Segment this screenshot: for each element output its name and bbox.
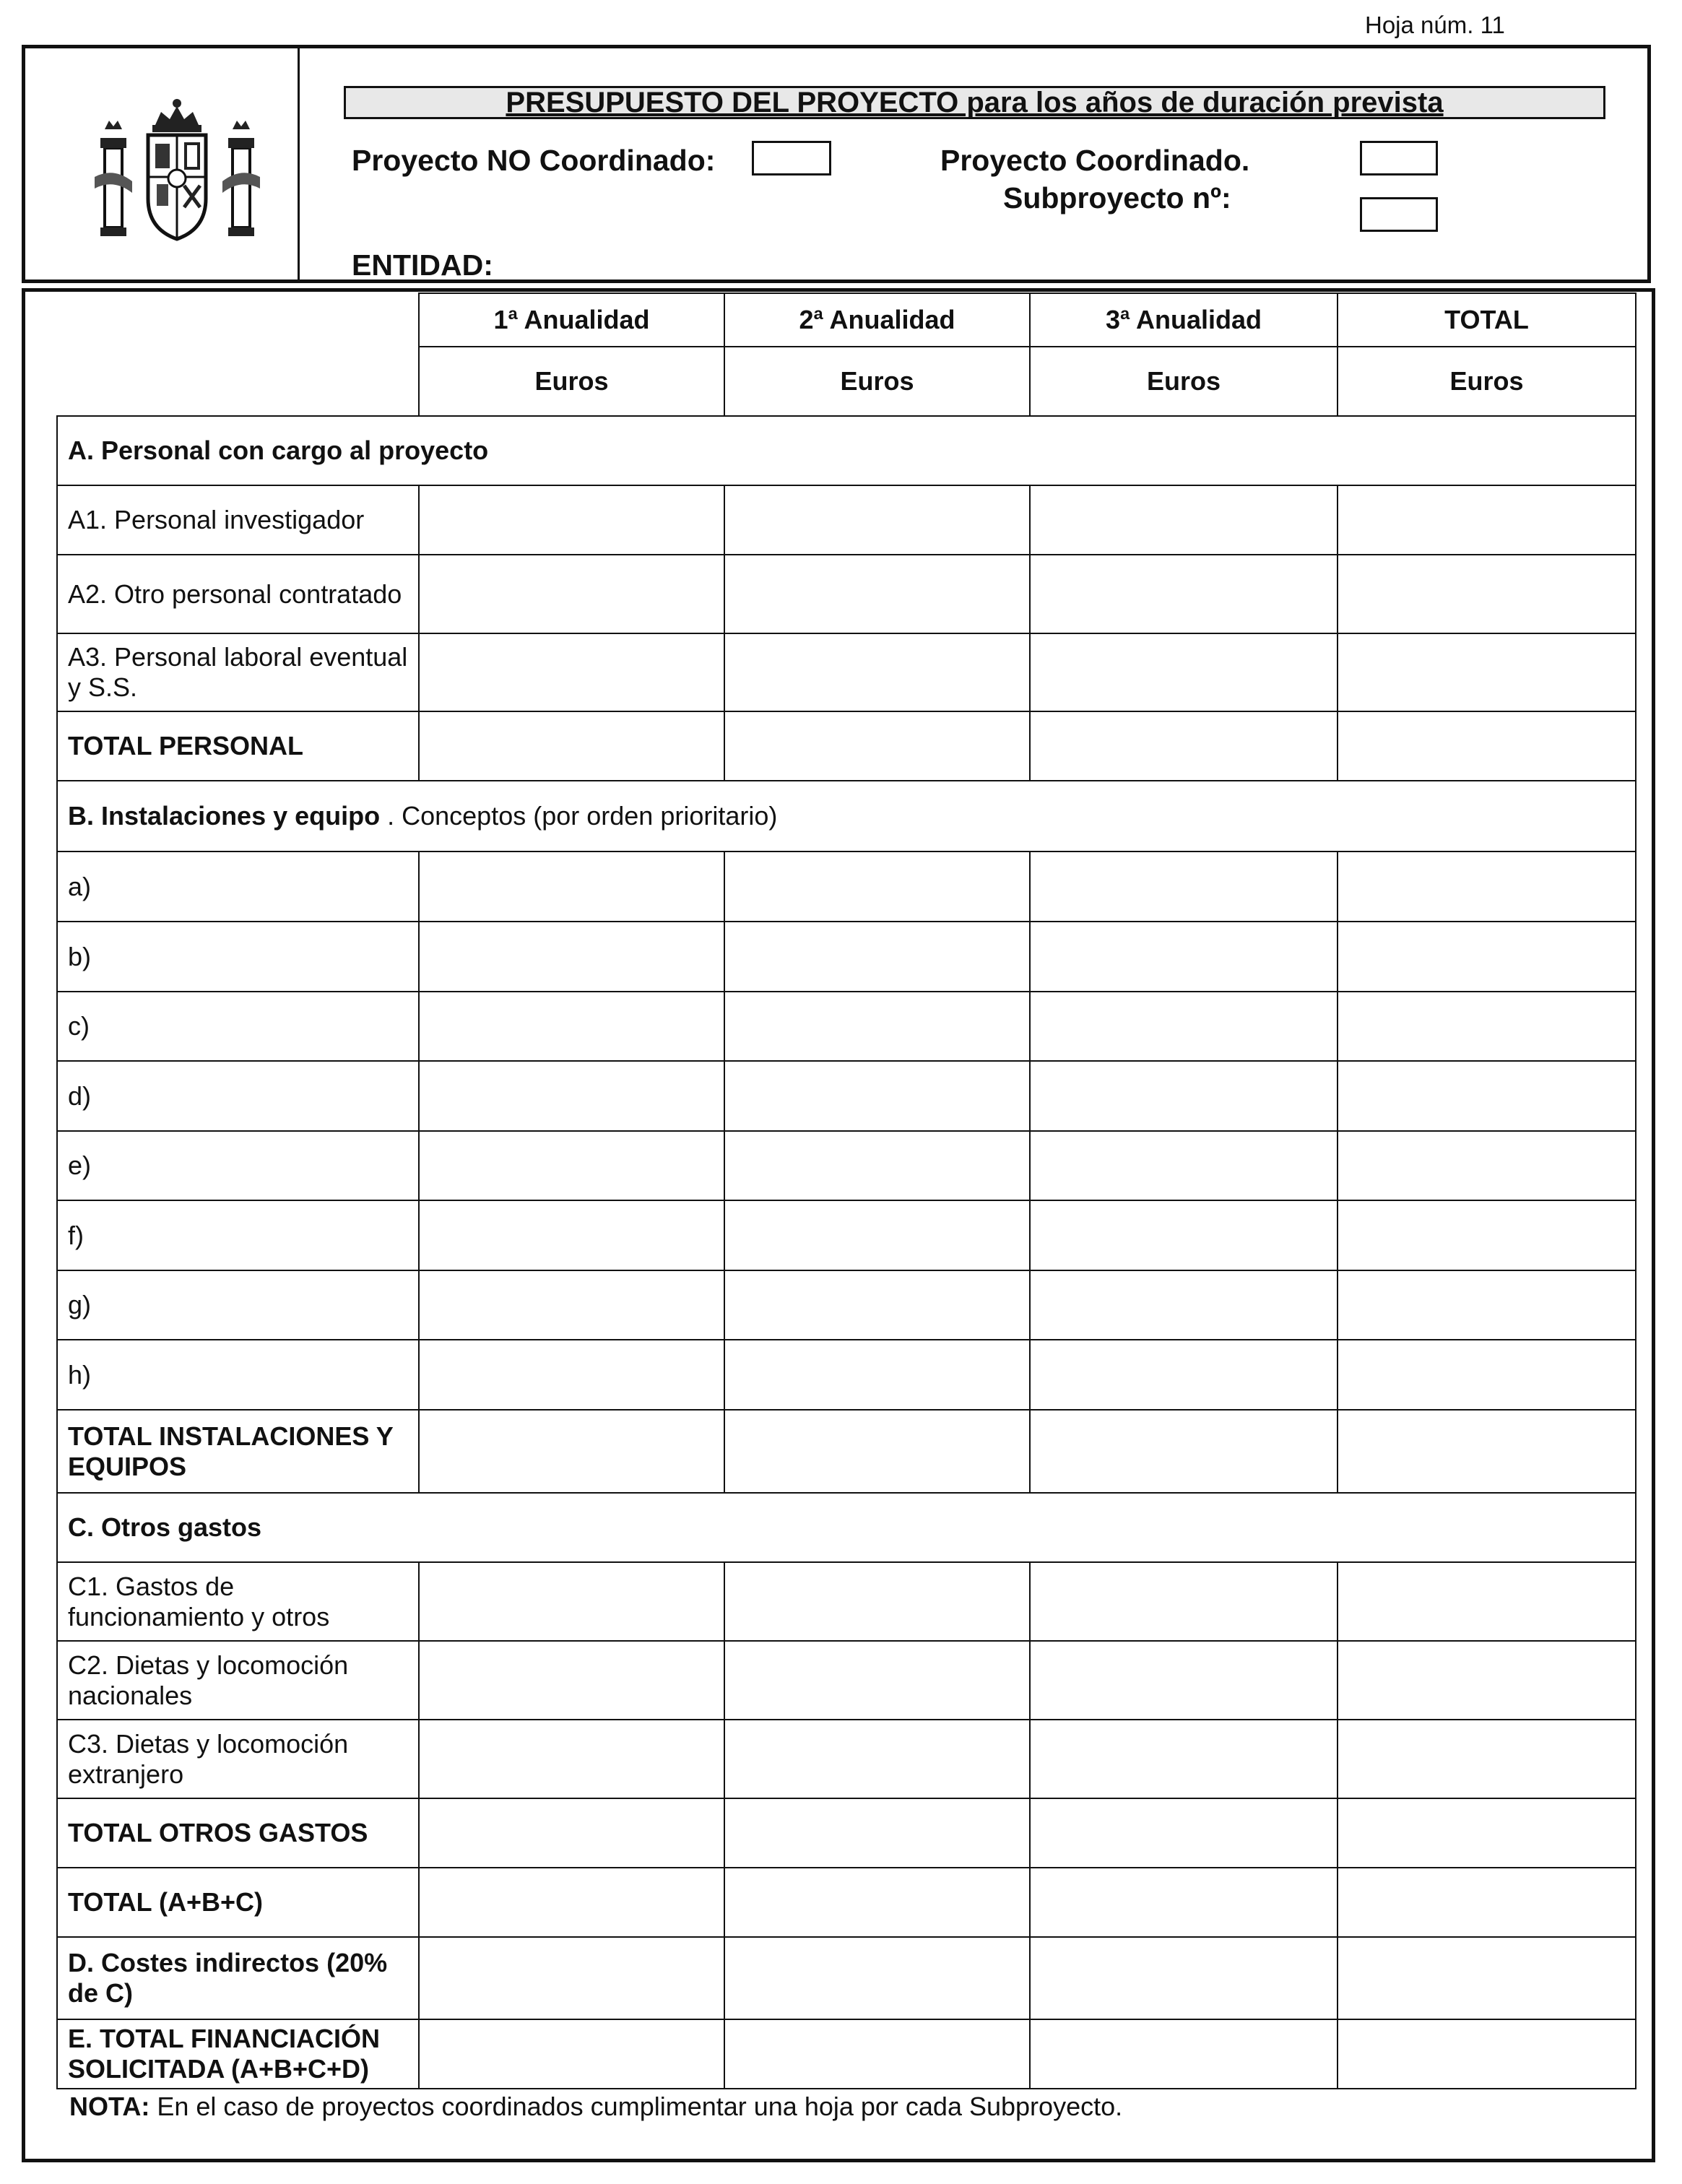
- budget-table: [56, 292, 1637, 2089]
- column-header: 2ª Anualidad: [724, 293, 1030, 347]
- amount-cell[interactable]: [1338, 485, 1636, 555]
- section-row-a: [57, 416, 1636, 485]
- amount-cell[interactable]: [419, 1270, 724, 1340]
- blank-corner: [57, 293, 419, 416]
- amount-cell[interactable]: [419, 1061, 724, 1131]
- unit-header: Euros: [724, 347, 1030, 416]
- table-row: [57, 922, 1636, 992]
- row-label: E. TOTAL FINANCIACIÓN SOLICITADA (A+B+C+D): [57, 2019, 419, 2089]
- column-header: 3ª Anualidad: [1030, 293, 1338, 347]
- entidad-label: ENTIDAD:: [352, 248, 493, 282]
- amount-cell[interactable]: [419, 1131, 724, 1200]
- amount-cell[interactable]: [419, 1410, 724, 1493]
- amount-cell[interactable]: [419, 992, 724, 1061]
- total-row: [57, 1868, 1636, 1937]
- amount-cell[interactable]: [419, 922, 724, 992]
- amount-cell[interactable]: [419, 1937, 724, 2019]
- amount-cell[interactable]: [1030, 992, 1338, 1061]
- table-row: [57, 1270, 1636, 1340]
- amount-cell[interactable]: [1338, 1641, 1636, 1720]
- section-row-b: [57, 781, 1636, 852]
- amount-cell[interactable]: [724, 1131, 1030, 1200]
- table-row: [57, 992, 1636, 1061]
- row-label: a): [57, 852, 419, 922]
- amount-cell[interactable]: [724, 1798, 1030, 1868]
- row-label: d): [57, 1061, 419, 1131]
- section-b-subtitle: . Conceptos (por orden prioritario): [380, 801, 778, 831]
- note-label: NOTA:: [69, 2092, 150, 2121]
- amount-cell[interactable]: [724, 1937, 1030, 2019]
- amount-cell[interactable]: [1030, 2019, 1338, 2089]
- footnote: [69, 2092, 1122, 2122]
- unit-header: Euros: [1030, 347, 1338, 416]
- row-label: c): [57, 992, 419, 1061]
- amount-cell[interactable]: [724, 485, 1030, 555]
- amount-cell[interactable]: [724, 1270, 1030, 1340]
- amount-cell[interactable]: [419, 1868, 724, 1937]
- no-coordinado-checkbox[interactable]: [752, 141, 831, 176]
- table-row: [57, 1061, 1636, 1131]
- amount-cell[interactable]: [724, 1410, 1030, 1493]
- amount-cell[interactable]: [1030, 1270, 1338, 1340]
- amount-cell[interactable]: [1338, 1937, 1636, 2019]
- amount-cell[interactable]: [419, 2019, 724, 2089]
- column-header: 1ª Anualidad: [419, 293, 724, 347]
- amount-cell[interactable]: [1030, 852, 1338, 922]
- amount-cell[interactable]: [419, 555, 724, 633]
- amount-cell[interactable]: [1030, 1200, 1338, 1270]
- amount-cell[interactable]: [419, 711, 724, 781]
- amount-cell[interactable]: [724, 1340, 1030, 1410]
- subproyecto-label: Subproyecto nº:: [1003, 181, 1231, 214]
- amount-cell[interactable]: [1030, 922, 1338, 992]
- amount-cell[interactable]: [1338, 1270, 1636, 1340]
- amount-cell[interactable]: [724, 555, 1030, 633]
- table-row: [57, 1131, 1636, 1200]
- amount-cell[interactable]: [419, 1562, 724, 1641]
- total-row: [57, 1798, 1636, 1868]
- amount-cell[interactable]: [1338, 555, 1636, 633]
- form-header: [22, 45, 1651, 283]
- row-label: C2. Dietas y locomoción nacionales: [57, 1641, 419, 1720]
- page-title: PRESUPUESTO DEL PROYECTO para los años de duración prevista: [344, 86, 1605, 119]
- row-label: C3. Dietas y locomoción extranjero: [57, 1720, 419, 1798]
- table-row: [57, 1641, 1636, 1720]
- amount-cell[interactable]: [1338, 1720, 1636, 1798]
- table-row: [57, 555, 1636, 633]
- amount-cell[interactable]: [1030, 1131, 1338, 1200]
- coordinado-label: Proyecto Coordinado.: [940, 144, 1250, 177]
- table-row: [57, 1937, 1636, 2019]
- total-row: [57, 711, 1636, 781]
- table-row: [57, 1720, 1636, 1798]
- row-label: e): [57, 1131, 419, 1200]
- coat-of-arms-icon: [89, 98, 266, 246]
- amount-cell[interactable]: [419, 1641, 724, 1720]
- amount-cell[interactable]: [419, 852, 724, 922]
- section-b-title: B. Instalaciones y equipo: [68, 801, 381, 831]
- section-row-c: [57, 1493, 1636, 1562]
- table-row: [57, 633, 1636, 711]
- amount-cell[interactable]: [1030, 1868, 1338, 1937]
- total-row: [57, 1410, 1636, 1493]
- amount-cell[interactable]: [1338, 1868, 1636, 1937]
- amount-cell[interactable]: [724, 1200, 1030, 1270]
- row-label: b): [57, 922, 419, 992]
- amount-cell[interactable]: [724, 1868, 1030, 1937]
- amount-cell[interactable]: [1338, 1410, 1636, 1493]
- column-header: TOTAL: [1338, 293, 1636, 347]
- amount-cell[interactable]: [724, 992, 1030, 1061]
- row-label: A2. Otro personal contratado: [57, 555, 419, 633]
- row-label: TOTAL (A+B+C): [57, 1868, 419, 1937]
- row-label: TOTAL INSTALACIONES Y EQUIPOS: [57, 1410, 419, 1493]
- amount-cell[interactable]: [1338, 1340, 1636, 1410]
- amount-cell[interactable]: [724, 633, 1030, 711]
- row-label: TOTAL OTROS GASTOS: [57, 1798, 419, 1868]
- amount-cell[interactable]: [1030, 555, 1338, 633]
- amount-cell[interactable]: [1030, 1798, 1338, 1868]
- amount-cell[interactable]: [1338, 1798, 1636, 1868]
- amount-cell[interactable]: [419, 1798, 724, 1868]
- note-text: En el caso de proyectos coordinados cumplimentar una hoja por cada Subproyecto.: [149, 2092, 1123, 2121]
- amount-cell[interactable]: [1030, 485, 1338, 555]
- column-header-row: [57, 293, 1636, 347]
- amount-cell[interactable]: [1030, 1410, 1338, 1493]
- sheet-number: Hoja núm. 11: [1365, 12, 1505, 38]
- amount-cell[interactable]: [419, 633, 724, 711]
- amount-cell[interactable]: [419, 1720, 724, 1798]
- amount-cell[interactable]: [1338, 992, 1636, 1061]
- amount-cell[interactable]: [1030, 1720, 1338, 1798]
- amount-cell[interactable]: [1338, 633, 1636, 711]
- amount-cell[interactable]: [724, 1061, 1030, 1131]
- section-a-heading: A. Personal con cargo al proyecto: [57, 416, 1636, 485]
- table-row: [57, 1200, 1636, 1270]
- table-row: [57, 485, 1636, 555]
- amount-cell[interactable]: [724, 1641, 1030, 1720]
- row-label: g): [57, 1270, 419, 1340]
- section-b-heading: [57, 781, 1636, 852]
- amount-cell[interactable]: [724, 1562, 1030, 1641]
- subproyecto-field[interactable]: [1360, 197, 1438, 232]
- unit-header: Euros: [419, 347, 724, 416]
- unit-header: Euros: [1338, 347, 1636, 416]
- amount-cell[interactable]: [419, 1200, 724, 1270]
- amount-cell[interactable]: [724, 922, 1030, 992]
- amount-cell[interactable]: [1030, 1641, 1338, 1720]
- amount-cell[interactable]: [724, 1720, 1030, 1798]
- coordinado-checkbox[interactable]: [1360, 141, 1438, 176]
- row-label: TOTAL PERSONAL: [57, 711, 419, 781]
- amount-cell[interactable]: [1338, 1131, 1636, 1200]
- amount-cell[interactable]: [1030, 1562, 1338, 1641]
- row-label: A3. Personal laboral eventual y S.S.: [57, 633, 419, 711]
- amount-cell[interactable]: [1030, 1061, 1338, 1131]
- amount-cell[interactable]: [419, 485, 724, 555]
- section-c-heading: C. Otros gastos: [57, 1493, 1636, 1562]
- row-label: h): [57, 1340, 419, 1410]
- amount-cell[interactable]: [1030, 633, 1338, 711]
- amount-cell[interactable]: [1338, 1562, 1636, 1641]
- amount-cell[interactable]: [724, 2019, 1030, 2089]
- no-coordinado-label: Proyecto NO Coordinado:: [352, 144, 716, 177]
- amount-cell[interactable]: [1030, 711, 1338, 781]
- amount-cell[interactable]: [724, 711, 1030, 781]
- row-label: C1. Gastos de funcionamiento y otros: [57, 1562, 419, 1641]
- amount-cell[interactable]: [1338, 852, 1636, 922]
- row-label: f): [57, 1200, 419, 1270]
- row-label: A1. Personal investigador: [57, 485, 419, 555]
- amount-cell[interactable]: [1338, 2019, 1636, 2089]
- amount-cell[interactable]: [1338, 922, 1636, 992]
- table-row: [57, 852, 1636, 922]
- table-row: [57, 1340, 1636, 1410]
- amount-cell[interactable]: [724, 852, 1030, 922]
- amount-cell[interactable]: [1338, 711, 1636, 781]
- amount-cell[interactable]: [1030, 1937, 1338, 2019]
- amount-cell[interactable]: [1338, 1200, 1636, 1270]
- total-row: [57, 2019, 1636, 2089]
- amount-cell[interactable]: [419, 1340, 724, 1410]
- amount-cell[interactable]: [1338, 1061, 1636, 1131]
- crest-cell: [25, 48, 300, 280]
- table-row: [57, 1562, 1636, 1641]
- amount-cell[interactable]: [1030, 1340, 1338, 1410]
- row-label: D. Costes indirectos (20% de C): [57, 1937, 419, 2019]
